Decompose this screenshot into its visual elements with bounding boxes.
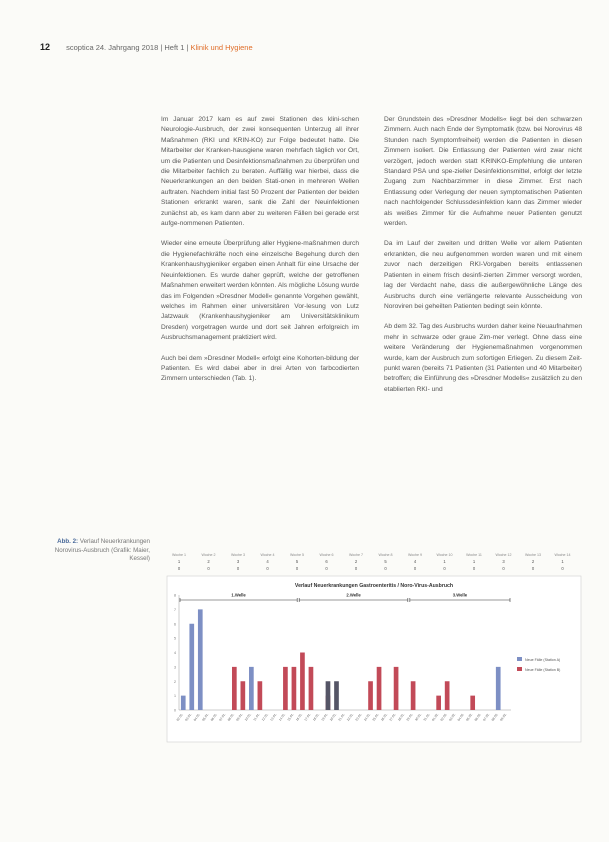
bar	[249, 667, 254, 710]
table-header-cell: Woche 3	[230, 553, 246, 557]
bar	[241, 681, 246, 710]
table-cell: 6	[325, 559, 328, 564]
table-cell: 2	[207, 559, 210, 564]
x-tick-label: 07.01.	[218, 712, 227, 722]
x-tick-label: 03.02.	[448, 712, 457, 722]
legend-label: Neue Fälle (Station A)	[525, 658, 561, 662]
bar	[258, 681, 263, 710]
table-cell: 5	[295, 559, 299, 564]
caption-label: Abb. 2:	[57, 538, 79, 545]
x-tick-label: 15.01.	[286, 712, 295, 722]
x-tick-label: 22.01.	[345, 712, 355, 722]
table-header-cell: Woche 2	[201, 553, 216, 557]
running-header	[40, 42, 253, 52]
x-tick-label: 20.01.	[328, 712, 338, 722]
x-tick-label: 12.01.	[260, 712, 270, 722]
table-header-cell: Woche 5	[289, 553, 305, 557]
bar	[377, 667, 382, 710]
table-cell: 0	[354, 566, 358, 571]
wave-label: 1.Welle	[231, 592, 246, 598]
x-tick-label: 05.01.	[201, 712, 210, 722]
table-cell: 0	[177, 566, 181, 571]
table-cell: 3	[236, 559, 240, 564]
table-cell: 0	[236, 566, 240, 571]
x-tick-label: 02.01.	[175, 712, 185, 722]
table-cell: 4	[413, 559, 417, 564]
bar	[436, 696, 441, 710]
paragraph: Der Grundstein des »Dresdner Modells« liegt bei den schwarzen Zimmern. Auch nach Ende der Symptomatik (bzw. bei Norovirus 48 Stunden nach Symptomfreiheit) werden die Patienten in diesen Zimmern isoliert. Die Entlassung der Patienten wird zwar nicht verzögert, jedoch werden statt KRINKO-Empfehlung die unteren Standard PSA und spe-zieller Desinfektionsmittel, erfolgt der letzte Zugang zum Nachbarzimmer in diese Zimmer. Erst nach Entlassung oder Verlegung der neuen symptomatischen Patienten nach nachfolgender Schlussdesinfektion kann das Zimmer wieder als weißes Zimmer für die Aufnahme neuer Patienten genutzt werden.	[384, 116, 582, 228]
x-tick-label: 08.01.	[226, 712, 236, 722]
x-tick-label: 18.01.	[311, 712, 321, 722]
table-cell: 1	[177, 559, 181, 564]
y-tick-label: 0	[174, 708, 176, 713]
bar	[232, 667, 237, 710]
bar	[334, 681, 339, 710]
text-column-left	[161, 115, 359, 395]
bar	[496, 667, 501, 710]
x-tick-label: 08.02.	[490, 712, 500, 722]
table-header-cell: Woche 11	[466, 553, 482, 557]
x-tick-label: 30.01.	[414, 712, 423, 722]
table-cell: 5	[384, 559, 387, 564]
legend-label: Neue Fälle (Station B)	[525, 668, 561, 672]
table-header-cell: Woche 8	[378, 553, 393, 557]
x-tick-label: 28.01.	[397, 712, 406, 722]
x-tick-label: 04.02.	[456, 712, 465, 722]
x-tick-label: 16.01.	[294, 712, 304, 722]
legend-swatch	[517, 657, 522, 661]
x-tick-label: 14.01.	[277, 712, 287, 722]
y-tick-label: 1	[174, 694, 176, 699]
table-cell: 2	[354, 559, 358, 564]
x-tick-label: 03.01.	[184, 712, 193, 722]
paragraph: Im Januar 2017 kam es auf zwei Stationen des klini-schen Neurologie-Ausbruch, der zwei konsequenten Unterzug all ihrer Maßnahmen (RKI und KRIN-KO) zur Folge bedeutet hatte. Die Mitarbeiter der Kranken-hausgiene waren mehrfach täglich vor Ort, um die Patienten und Desinfektionsmaßnahmen zu überprüfen und die Mitarbeiter fachlich zu beraten. Auffällig war hierbei, dass die Neuerkrankungen an den beiden Stati-onen in mehreren Wellen auftraten. Nachdem initial fast 50 Prozent der Patienten der beiden Stationen erkrankt waren, sank die Zahl der Neuinfektionen zunächst ab, es kam dann aber zu weiteren Fällen bei gerade erst aufge-nommenen Patienten.	[161, 116, 359, 228]
bar	[292, 667, 297, 710]
chart-svg	[161, 545, 585, 745]
page-number: 12	[40, 42, 51, 52]
table-header-cell: Woche 13	[524, 553, 542, 557]
bar	[309, 667, 314, 710]
section-label: Klinik und Hygiene	[190, 43, 253, 52]
x-tick-label: 04.01.	[192, 712, 202, 722]
table-cell: 0	[472, 566, 476, 571]
bar	[326, 681, 331, 710]
y-tick-label: 5	[174, 636, 176, 641]
x-tick-label: 29.01.	[405, 712, 414, 722]
x-tick-label: 31.01.	[422, 712, 431, 722]
table-cell: 2	[531, 559, 535, 564]
bar	[394, 667, 399, 710]
table-header-cell: Woche 14	[554, 553, 571, 557]
caption-text: Verlauf Neuerkrankungen Norovirus-Ausbruch (Grafik: Maier, Kessel)	[54, 538, 150, 563]
figure-outbreak-chart	[161, 545, 585, 745]
table-header-cell: Woche 7	[348, 553, 364, 557]
paragraph: Wieder eine erneute Überprüfung aller Hygiene-maßnahmen durch die Hygienefachkräfte noch eine einzelsche Begehung durch den Krankenhaushygieniker ergaben einen Anhalt für eine Ursache der Neuinfektionen. Es wurde daher geprüft, welche der getroffenen Maßnahmen erweitert werden könnten. Als mögliche Lösung wurde das im Folgenden »Dresdner Modell« genannte Vorgehen gewählt, welches im Rahmen einer universitären Vor-lesung von Lutz Jatzwauk (Krankenhaushygieniker am Universitätsklinikum Dresden) vorgetragen wurde und dort seit Jahren erfolgreich im Ausbruchsmanagement praktiziert wird.	[161, 240, 359, 342]
x-tick-label: 06.01.	[209, 712, 219, 722]
table-header-cell: Woche 1	[171, 553, 187, 557]
table-cell: 0	[443, 566, 446, 571]
bar	[411, 681, 416, 710]
x-tick-label: 09.02.	[499, 712, 508, 722]
table-cell: 0	[325, 566, 328, 571]
journal-info: scoptica 24. Jahrgang 2018 | Heft 1 |	[66, 43, 189, 52]
x-tick-label: 10.01.	[243, 712, 253, 722]
x-tick-label: 01.02.	[431, 712, 440, 722]
table-cell: 3	[502, 559, 505, 564]
x-tick-label: 07.02.	[482, 712, 491, 722]
paragraph: Ab dem 32. Tag des Ausbruchs wurden daher keine Neuaufnahmen mehr in schwarze oder graue Zim-mer verlegt. Ohne dass eine weitere Veränderung der Hygienemaßnahmen vorgenommen wurde, kam der Ausbruch zum sofortigen Erliegen. Zu diesem Zeit-punkt waren (bereits 71 Patienten (31 Patienten und 40 Mitarbeiter) betroffen; die Einführung des »Dresdner Modells« zusätzlich zu den etablierten RKI- und	[384, 323, 582, 393]
wave-label: 3.Welle	[452, 592, 468, 598]
x-tick-label: 23.01.	[354, 712, 363, 722]
x-tick-label: 11.01.	[252, 712, 261, 722]
table-cell: 4	[266, 559, 269, 564]
table-cell: 0	[531, 566, 535, 571]
legend-swatch	[517, 667, 522, 671]
x-tick-label: 02.02.	[439, 712, 448, 722]
x-tick-label: 19.01.	[320, 712, 329, 722]
table-cell: 0	[266, 566, 269, 571]
x-tick-label: 27.01.	[388, 712, 397, 722]
table-header-cell: Woche 9	[407, 553, 423, 557]
bar	[198, 609, 203, 710]
x-tick-label: 24.01.	[362, 712, 372, 722]
bar	[300, 653, 305, 711]
y-tick-label: 2	[174, 679, 176, 684]
table-cell: 0	[413, 566, 417, 571]
y-tick-label: 3	[174, 665, 176, 670]
x-tick-label: 17.01.	[303, 712, 312, 722]
y-tick-label: 7	[174, 607, 176, 612]
x-tick-label: 06.02.	[473, 712, 483, 722]
bar	[445, 681, 450, 710]
chart-title: Verlauf Neuerkrankungen Gastroenteritis / Noro-Virus-Ausbruch	[294, 583, 454, 589]
table-cell: 0	[561, 566, 564, 571]
y-tick-label: 8	[174, 593, 176, 598]
x-tick-label: 26.01.	[380, 712, 389, 722]
bar	[181, 696, 186, 710]
bar	[470, 696, 475, 710]
paragraph: Auch bei dem »Dresdner Modell« erfolgt eine Kohorten-bildung der Patienten. Es wird dabei aber in drei Arten von farbcodierten Zimmern unterschieden (Tab. 1).	[161, 354, 359, 383]
bar	[189, 624, 194, 710]
table-header-cell: Woche 4	[260, 553, 275, 557]
wave-label: 2.Welle	[346, 592, 361, 598]
figure-caption	[40, 538, 150, 564]
table-header-cell: Woche 12	[495, 553, 512, 557]
table-header-cell: Woche 6	[319, 553, 334, 557]
x-tick-label: 25.01.	[371, 712, 380, 722]
table-cell: 1	[561, 559, 564, 564]
table-cell: 1	[472, 559, 476, 564]
table-cell: 0	[295, 566, 299, 571]
bar	[283, 667, 288, 710]
y-tick-label: 4	[174, 651, 176, 655]
x-tick-label: 09.01.	[235, 712, 244, 722]
x-tick-label: 13.01.	[269, 712, 278, 722]
table-cell: 0	[207, 566, 210, 571]
x-tick-label: 21.01.	[337, 712, 346, 722]
y-tick-label: 6	[174, 622, 176, 627]
table-cell: 1	[443, 559, 446, 564]
text-column-right	[384, 115, 582, 405]
table-cell: 0	[384, 566, 387, 571]
x-tick-label: 05.02.	[465, 712, 474, 722]
paragraph: Da im Lauf der zweiten und dritten Welle vor allem Patienten erkrankten, die neu aufgenommen worden waren und mit einem zuvor nach derzeitigen RKI-Vorgaben bereits entlassenen Patienten in einem frisch desinfi-zierten Zimmer versorgt worden, lag der Verdacht nahe, dass die außergewöhnliche Länge des Ausbruchs durch eine verlängerte relevante Ausscheidung von Noroviren bei geheilten Patienten bedingt sein könnte.	[384, 240, 582, 310]
table-cell: 0	[502, 566, 505, 571]
table-header-cell: Woche 10	[436, 553, 453, 557]
bar	[368, 681, 373, 710]
